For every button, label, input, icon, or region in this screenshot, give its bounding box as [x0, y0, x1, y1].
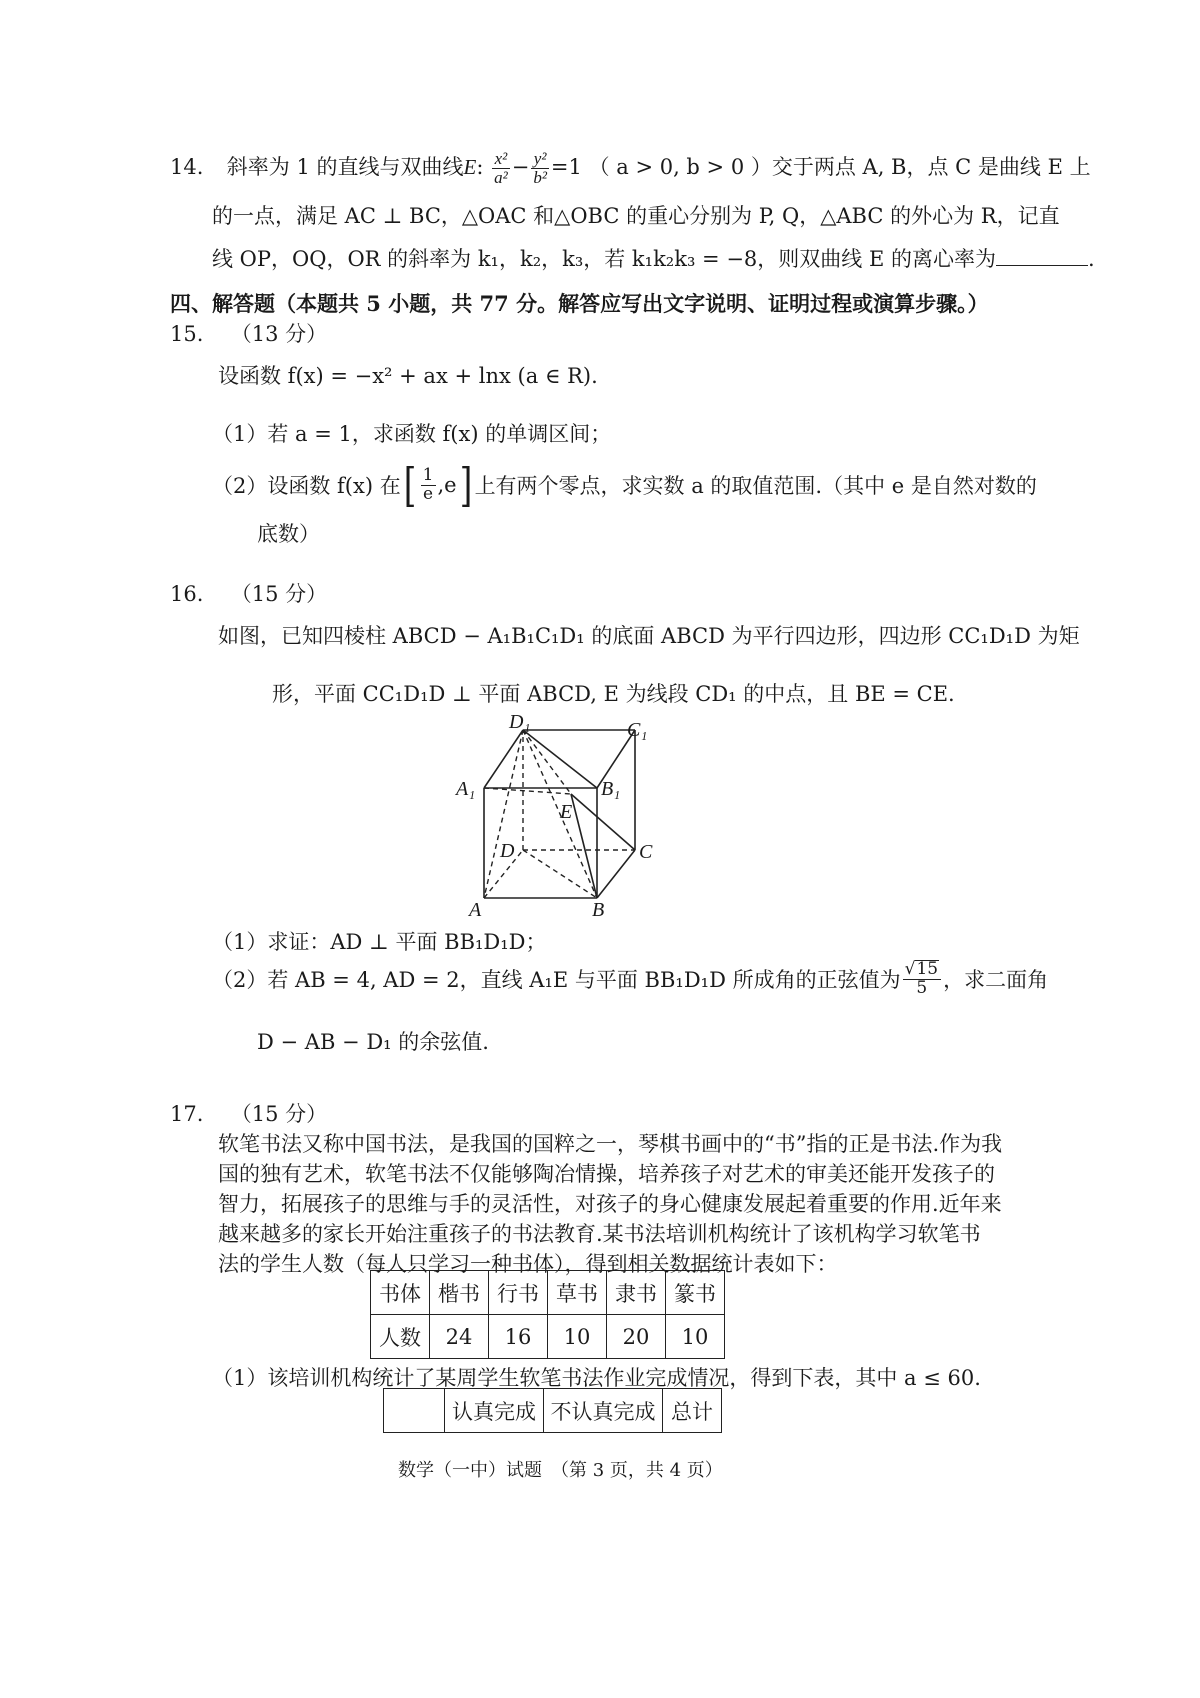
- table-cell: 10: [666, 1315, 725, 1359]
- q15-part1: （1）若 a = 1，求函数 f(x) 的单调区间；: [212, 422, 612, 446]
- q15-interval-end: ,e: [437, 473, 457, 497]
- q17-line-4: 越来越多的家长开始注重孩子的书法教育.某书法培训机构统计了该机构学习软笔书: [218, 1222, 981, 1246]
- q14-frac-x-den: a²: [494, 167, 508, 187]
- table-cell: 20: [607, 1315, 666, 1359]
- q14-minus: −: [511, 154, 530, 179]
- q17-header: [170, 1098, 327, 1128]
- q16-sqrt-radicand: 15: [916, 959, 939, 979]
- q17-part1: （1）该培训机构统计了某周学生软笔书法作业完成情况，得到下表，其中 a ≤ 60.: [212, 1366, 981, 1390]
- q16-number: 16.: [170, 582, 204, 606]
- table-cell: 10: [548, 1315, 607, 1359]
- section-heading: 四、解答题（本题共 5 小题，共 77 分。解答应写出文字说明、证明过程或演算步骤。）: [170, 291, 989, 316]
- q14-colon: :: [476, 154, 484, 179]
- label-a: A: [469, 899, 482, 921]
- q14-frac-x-num: x²: [492, 150, 510, 169]
- q15-intro: 设函数 f(x) = −x² + ax + lnx (a ∈ R).: [218, 364, 598, 388]
- q16-frac-den: 5: [916, 977, 928, 998]
- q16-part1: （1）求证：AD ⊥ 平面 BB₁D₁D；: [212, 930, 547, 954]
- table-cell: 楷书: [430, 1271, 489, 1315]
- table-cell: 书体: [371, 1271, 430, 1315]
- q14-frac-y-den: b²: [533, 167, 547, 187]
- q14-line2: 的一点，满足 AC ⊥ BC，△OAC 和△OBC 的重心分别为 P, Q，△ABC 的外心为 R，记直: [212, 204, 1060, 228]
- table-cell: 草书: [548, 1271, 607, 1315]
- prism-figure: [445, 712, 685, 922]
- q15-header: [170, 318, 327, 348]
- edge-a1-d1: [484, 730, 523, 788]
- q14-eq: =1: [550, 154, 582, 179]
- calligraphy-stats-table: [370, 1270, 725, 1359]
- table-cell: 16: [489, 1315, 548, 1359]
- q14-frac-y-num: y²: [531, 150, 549, 169]
- q14-fraction-y: [531, 150, 549, 187]
- q15-part2: [212, 458, 1037, 512]
- label-b1: B₁: [601, 778, 621, 800]
- q16-part2: [212, 960, 1048, 998]
- q16-part2-a: （2）若 AB = 4, AD = 2，直线 A₁E 与平面 BB₁D₁D 所成角的正弦值为: [212, 967, 901, 992]
- label-d: D: [500, 840, 515, 862]
- table-cell: 隶书: [607, 1271, 666, 1315]
- label-b: B: [592, 899, 605, 921]
- label-e: E: [560, 801, 573, 823]
- q16-part2-b: ，求二面角: [943, 967, 1049, 992]
- q15-part2-c: 底数）: [257, 522, 320, 546]
- table-cell: 24: [430, 1315, 489, 1359]
- q16-part2-c: D − AB − D₁ 的余弦值.: [257, 1030, 489, 1054]
- answer-blank: [996, 247, 1088, 266]
- table-cell: 不认真完成: [544, 1389, 663, 1433]
- q14-line3-text: 线 OP，OQ，OR 的斜率为 k₁，k₂，k₃，若 k₁k₂k₃ = −8，则双曲线 E 的离心率为: [212, 247, 996, 271]
- q15-frac-num: 1: [422, 464, 434, 485]
- q14-number: 14.: [170, 154, 204, 179]
- table-row: [371, 1315, 725, 1359]
- page-footer: 数学（一中）试题 （第 3 页，共 4 页）: [398, 1460, 723, 1481]
- left-bracket: [: [403, 458, 416, 512]
- q16-header: [170, 578, 327, 608]
- label-d1: D₁: [509, 712, 531, 733]
- table-row: [371, 1271, 725, 1315]
- table-cell: 总计: [663, 1389, 722, 1433]
- table-cell: [384, 1389, 445, 1433]
- q14-fraction-x: [492, 150, 510, 187]
- q16-intro2: 形，平面 CC₁D₁D ⊥ 平面 ABCD, E 为线段 CD₁ 的中点，且 BE = CE.: [272, 682, 955, 706]
- q17-line-2: 国的独有艺术，软笔书法不仅能够陶冶情操，培养孩子对艺术的审美还能开发孩子的: [218, 1162, 995, 1186]
- table-cell: 人数: [371, 1315, 430, 1359]
- q14-text-a: 斜率为 1 的直线与双曲线: [226, 154, 464, 179]
- table-cell: 篆书: [666, 1271, 725, 1315]
- label-c1: C₁: [627, 719, 648, 741]
- q14-conditions: （ a > 0, b > 0 ）交于两点 A, B，点 C 是曲线 E 上: [588, 154, 1091, 179]
- edge-e-c: [571, 794, 635, 850]
- q17-number: 17.: [170, 1102, 204, 1126]
- q15-part2-b: 上有两个零点，求实数 a 的取值范围.（其中 e 是自然对数的: [474, 474, 1037, 498]
- q15-part2-a: （2）设函数 f(x) 在: [212, 474, 401, 498]
- q15-score: （13 分）: [230, 322, 328, 346]
- table-cell: 认真完成: [445, 1389, 544, 1433]
- edge-b-e: [571, 794, 597, 898]
- q15-number: 15.: [170, 322, 204, 346]
- q14-curve-e: E: [463, 154, 477, 179]
- q14-line1: [170, 150, 1091, 187]
- q14-line3: [212, 243, 1095, 273]
- q17-line-1: 软笔书法又称中国书法，是我国的国粹之一，琴棋书画中的“书”指的正是书法.作为我: [218, 1132, 1003, 1156]
- q17-score: （15 分）: [230, 1102, 328, 1126]
- q17-line-5: 法的学生人数（每人只学习一种书体），得到相关数据统计表如下：: [218, 1252, 838, 1276]
- edge-d1-b1: [523, 730, 597, 788]
- edge-b-c: [597, 850, 635, 898]
- q15-fraction: [421, 464, 436, 504]
- q16-fraction: [903, 960, 941, 998]
- homework-table: [383, 1388, 722, 1433]
- q17-line-3: 智力，拓展孩子的思维与手的灵活性，对孩子的身心健康发展起着重要的作用.近年来: [218, 1192, 1002, 1216]
- dashed-d1-a: [484, 730, 523, 898]
- table-cell: 行书: [489, 1271, 548, 1315]
- q16-intro1: 如图，已知四棱柱 ABCD − A₁B₁C₁D₁ 的底面 ABCD 为平行四边形，四边形 CC₁D₁D 为矩: [218, 624, 1080, 648]
- table-row: [384, 1389, 722, 1433]
- q14-end: .: [1087, 247, 1095, 271]
- q16-frac-num: √15: [903, 960, 941, 980]
- dashed-a1-e: [484, 788, 571, 794]
- q15-frac-den: e: [423, 483, 434, 504]
- right-bracket: ]: [459, 458, 472, 512]
- label-c: C: [639, 841, 653, 863]
- label-a1: A₁: [456, 778, 476, 800]
- q16-score: （15 分）: [230, 582, 328, 606]
